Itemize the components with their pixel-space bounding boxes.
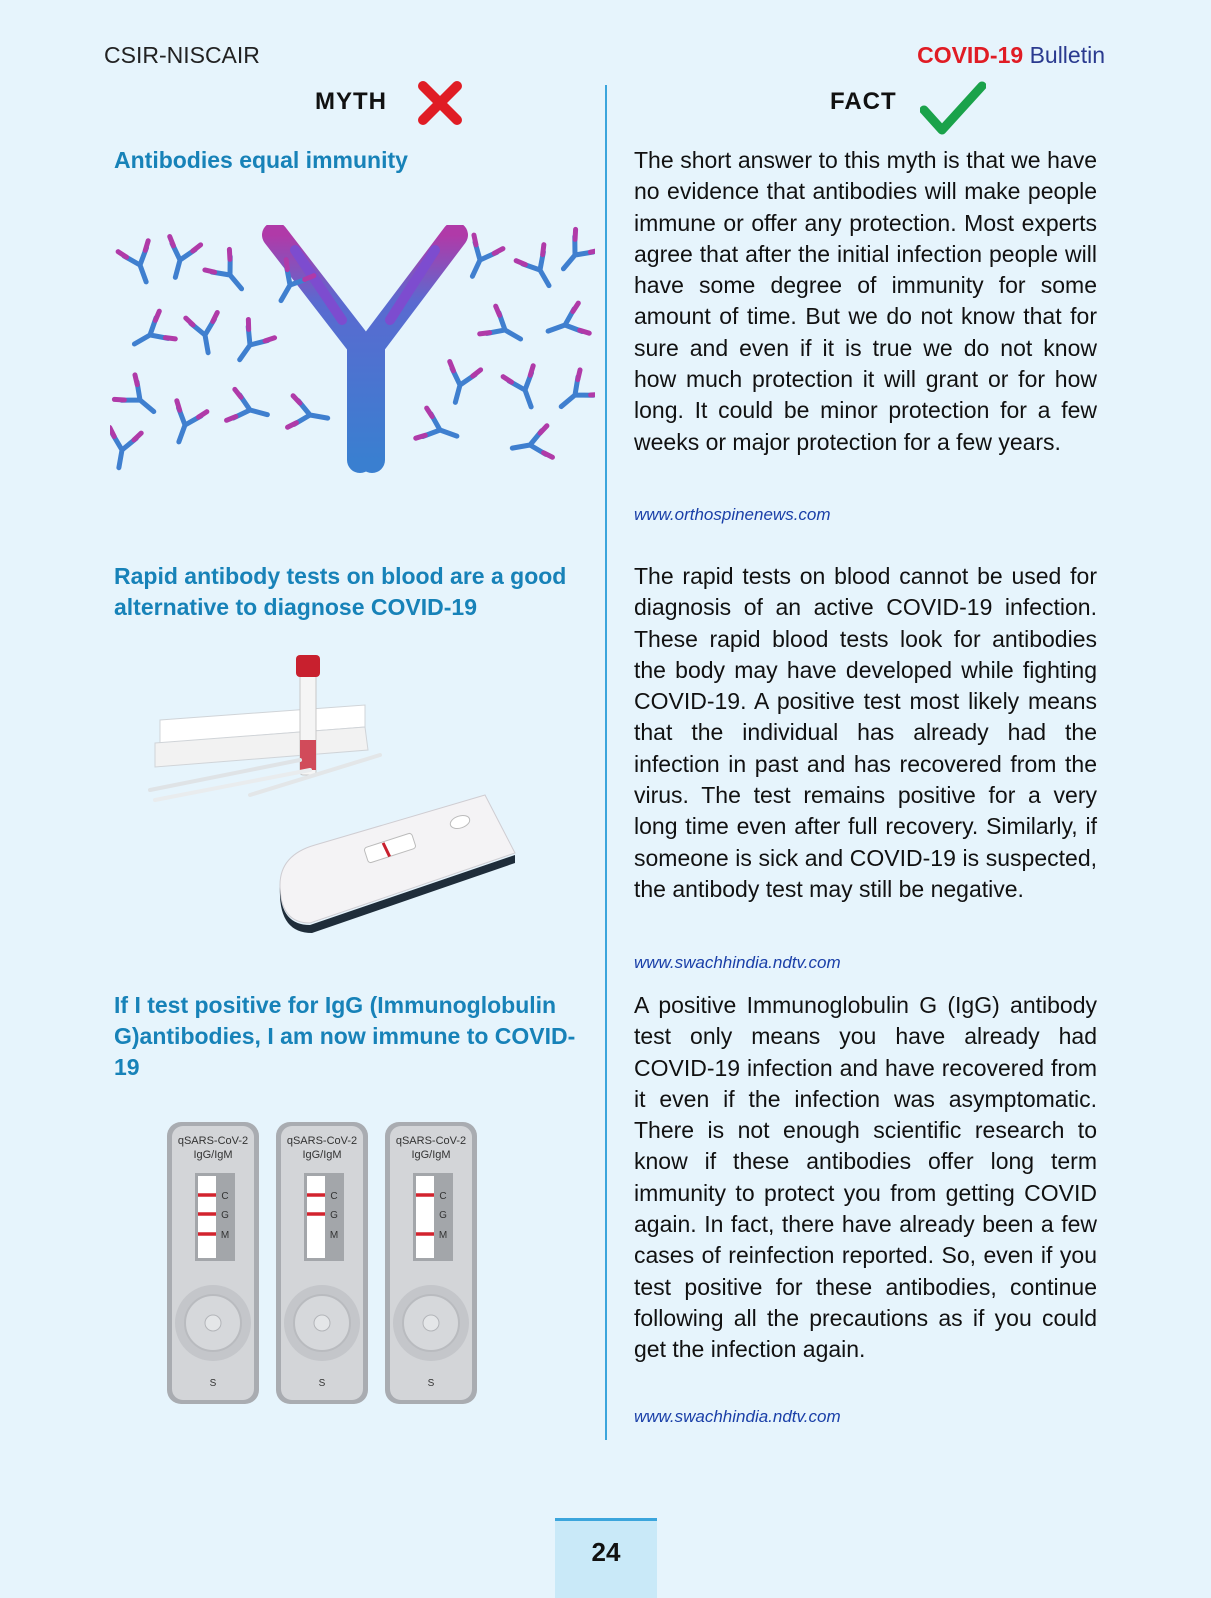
publisher-name: CSIR-NISCAIR [104,42,260,68]
band-m-label: M [438,1230,448,1241]
cassette-title: qSARS-CoV-2 [177,1135,249,1147]
cross-icon [417,80,463,126]
sample-label: S [427,1378,435,1389]
column-divider [605,85,607,1440]
myth-statement: Antibodies equal immunity [114,147,408,173]
myth-column-label: MYTH [315,88,387,115]
page-number-box [555,1518,657,1598]
antibodies-illustration [110,225,595,477]
band-m-label: M [329,1230,339,1241]
source-link: www.swachhindia.ndtv.com [634,953,841,972]
band-g-label: G [221,1210,229,1221]
test-cassette [167,1122,259,1404]
band-c-label: C [439,1191,447,1202]
band-g-label: G [330,1210,338,1221]
fact-column-label: FACT [830,88,897,115]
myth-statement: Rapid antibody tests on blood are a good alternative to diagnose COVID-19 [114,563,567,620]
bulletin-title [917,42,1105,69]
fact-explanation: The rapid tests on blood cannot be used for diagnosis of an active COVID-19 infection. These rapid blood tests look for antibodies the body may have developed while fighting COVID-19. A positive test most likely means that the individual has already had the infection in past and has recovered from the virus. The test remains positive for a very long time even after full recovery. Similarly, if someone is sick and COVID-19 is suspected, the antibody test may still be negative. [634,563,1097,902]
sample-label: S [209,1378,217,1389]
rapid-test-kit-illustration [140,655,540,945]
test-cassette [385,1122,477,1404]
bulletin-highlight: COVID-19 [917,42,1024,68]
cassette-title: qSARS-CoV-2 [395,1135,467,1147]
fact-explanation: The short answer to this myth is that we have no evidence that antibodies will make people immune or offer any protection. Most experts agree that after the initial infection people will have some degree of immunity for some amount of time. But we do not know that for sure and even if it is true we do not know how much protection it will grant or for how long. It could be minor protection for a few weeks or major protection for a few years. [634,147,1097,455]
cassette-title: qSARS-CoV-2 [286,1135,358,1147]
source-link: www.orthospinenews.com [634,505,831,524]
bulletin-word: Bulletin [1029,42,1105,68]
band-c-label: C [330,1191,338,1202]
cassette-subtitle: IgG/IgM [193,1149,233,1161]
myth-statement: If I test positive for IgG (Immunoglobulin G)antibodies, I am now immune to COVID-19 [114,992,576,1080]
sample-label: S [318,1378,326,1389]
test-cassette [276,1122,368,1404]
fact-explanation: A positive Immunoglobulin G (IgG) antibody test only means you have already had COVID-19 infection and have recovered from it even if the infection was asymptomatic. There is not enough scientific research to know if these antibodies offer long term immunity to protect you from getting COVID again. In fact, there have already been a few cases of reinfection reported. So, even if you test positive for these antibodies, continue following all the precautions as if you could get the infection again. [634,992,1097,1363]
band-g-label: G [439,1210,447,1221]
check-icon [920,80,986,136]
cassette-subtitle: IgG/IgM [302,1149,342,1161]
cassette-subtitle: IgG/IgM [411,1149,451,1161]
band-m-label: M [220,1230,230,1241]
source-link: www.swachhindia.ndtv.com [634,1407,841,1426]
page-number: 24 [591,1537,621,1567]
band-c-label: C [221,1191,229,1202]
test-cassettes-illustration [162,1118,482,1408]
